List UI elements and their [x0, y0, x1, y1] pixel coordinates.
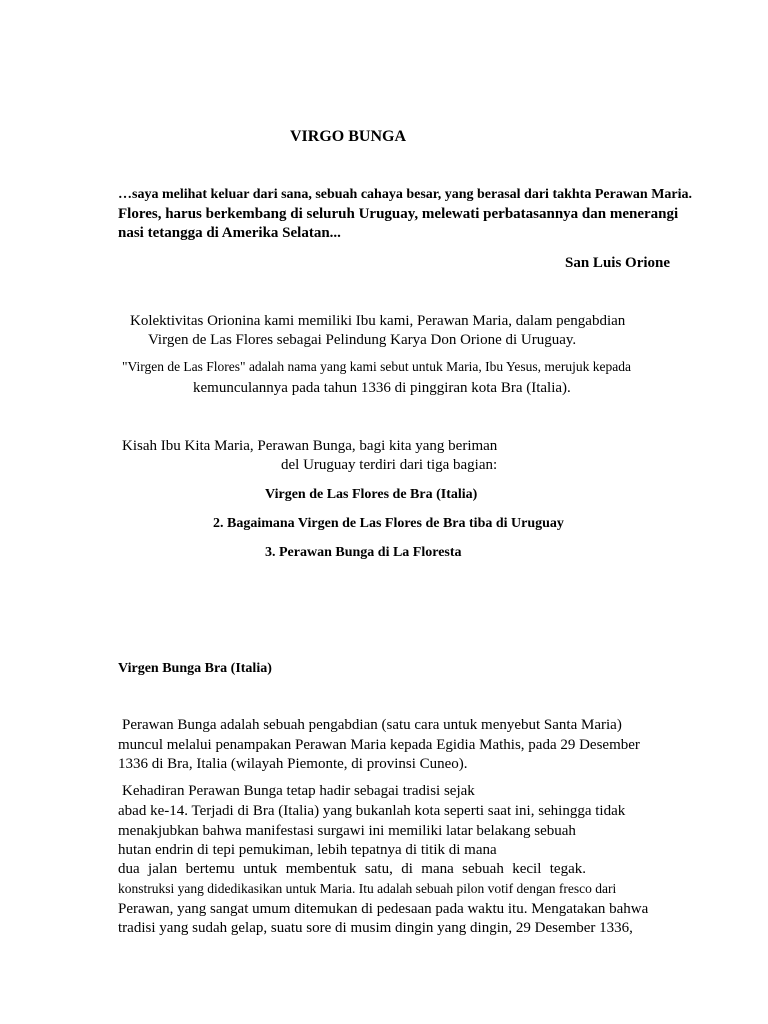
- quote-line-2: Flores, harus berkembang di seluruh Uruguay, melewati perbatasannya dan menerangi: [118, 206, 679, 222]
- part-item-2: 2. Bagaimana Virgen de Las Flores de Bra tiba di Uruguay: [213, 516, 564, 531]
- paragraph-2-line-4: hutan endrin di tepi pemukiman, lebih tepatnya di titik di mana: [118, 842, 497, 858]
- intro-line-4: kemunculannya pada tahun 1336 di pinggiran kota Bra (Italia).: [193, 380, 571, 396]
- quote-author: San Luis Orione: [565, 255, 671, 271]
- paragraph-2-line-6: konstruksi yang didedikasikan untuk Maria. Itu adalah sebuah pilon votif dengan fresco dari: [118, 881, 617, 896]
- part-item-3: 3. Perawan Bunga di La Floresta: [265, 545, 462, 560]
- story-line-1: Kisah Ibu Kita Maria, Perawan Bunga, bagi kita yang beriman: [122, 438, 498, 454]
- paragraph-1-line-2: muncul melalui penampakan Perawan Maria kepada Egidia Mathis, pada 29 Desember: [118, 737, 640, 753]
- paragraph-1-line-3: 1336 di Bra, Italia (wilayah Piemonte, di provinsi Cuneo).: [118, 756, 468, 772]
- paragraph-2-line-2: abad ke-14. Terjadi di Bra (Italia) yang bukanlah kota seperti saat ini, sehingga tidak: [118, 803, 626, 819]
- section-heading: Virgen Bunga Bra (Italia): [118, 661, 272, 676]
- paragraph-2-line-1: Kehadiran Perawan Bunga tetap hadir sebagai tradisi sejak: [122, 783, 475, 799]
- paragraph-2-line-3: menakjubkan bahwa manifestasi surgawi ini memiliki latar belakang sebuah: [118, 823, 576, 839]
- quote-line-3: nasi tetangga di Amerika Selatan...: [118, 225, 341, 241]
- paragraph-2-line-5: dua jalan bertemu untuk membentuk satu, di mana sebuah kecil tegak.: [118, 861, 586, 877]
- document-title: VIRGO BUNGA: [290, 128, 407, 145]
- paragraph-1-line-1: Perawan Bunga adalah sebuah pengabdian (satu cara untuk menyebut Santa Maria): [122, 717, 622, 733]
- intro-line-2: Virgen de Las Flores sebagai Pelindung Karya Don Orione di Uruguay.: [148, 332, 577, 348]
- quote-line-1: …saya melihat keluar dari sana, sebuah cahaya besar, yang berasal dari takhta Perawan Maria.: [118, 187, 693, 202]
- intro-line-1: Kolektivitas Orionina kami memiliki Ibu kami, Perawan Maria, dalam pengabdian: [130, 313, 626, 329]
- part-item-1: Virgen de Las Flores de Bra (Italia): [265, 487, 478, 502]
- paragraph-2-line-8: tradisi yang sudah gelap, suatu sore di musim dingin yang dingin, 29 Desember 1336,: [118, 920, 633, 936]
- intro-line-3: "Virgen de Las Flores" adalah nama yang kami sebut untuk Maria, Ibu Yesus, merujuk kepada: [122, 359, 631, 374]
- story-line-2: del Uruguay terdiri dari tiga bagian:: [281, 457, 498, 473]
- paragraph-2-line-7: Perawan, yang sangat umum ditemukan di pedesaan pada waktu itu. Mengatakan bahwa: [118, 901, 649, 917]
